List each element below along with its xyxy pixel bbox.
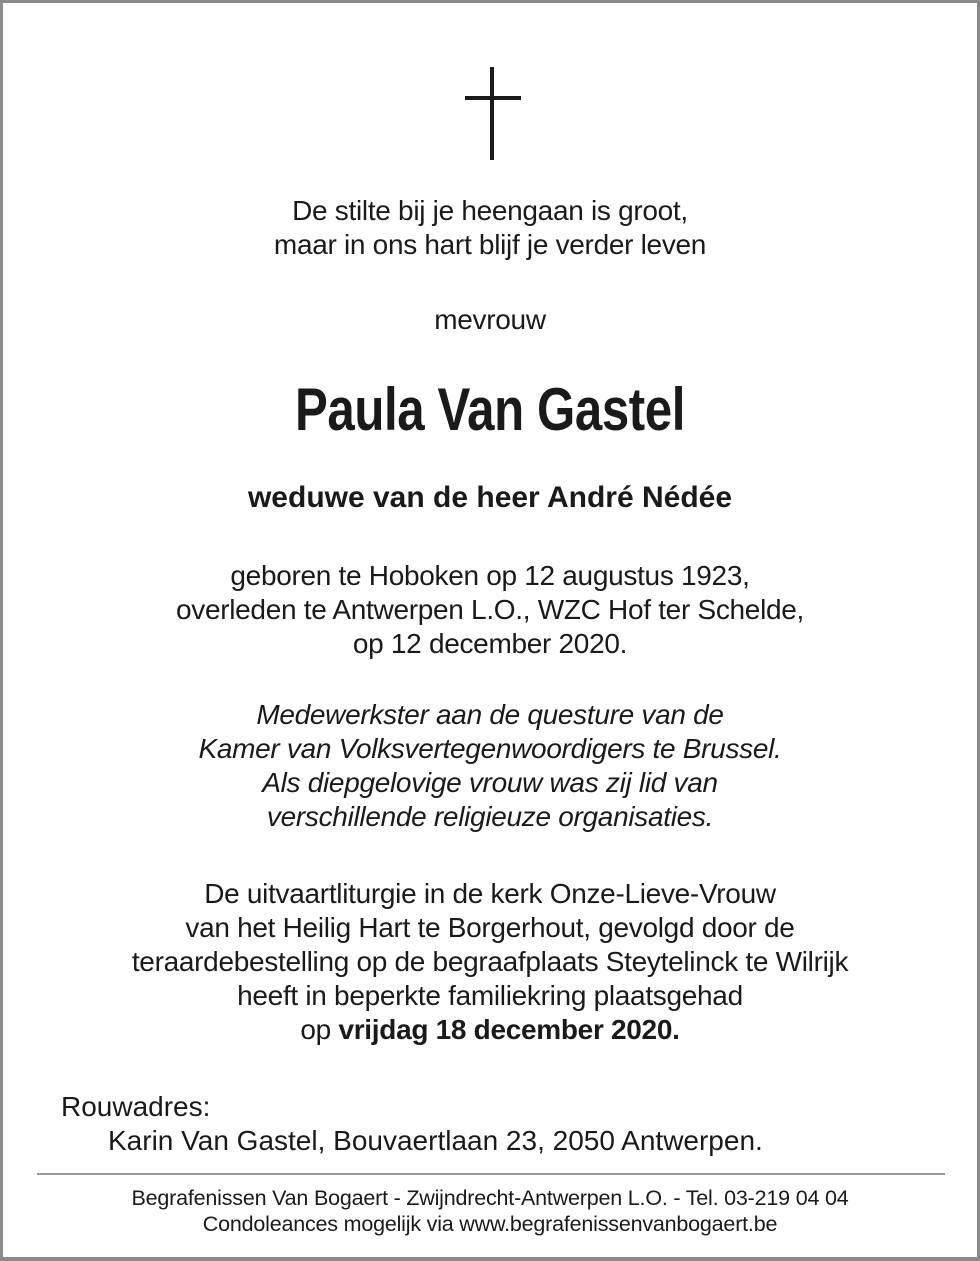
funeral-date-line xyxy=(3,1013,977,1047)
bio-line: verschillende religieuze organisaties. xyxy=(266,801,714,832)
dates-line: geboren te Hoboken op 12 augustus 1923, xyxy=(230,560,750,591)
divider xyxy=(37,1173,945,1175)
funeral-line: De uitvaartliturgie in de kerk Onze-Lieve-Vrouw xyxy=(204,878,776,909)
funeral-line: teraardebestelling op de begraafplaats Steytelinck te Wilrijk xyxy=(131,946,849,977)
cross-icon-bar xyxy=(465,96,521,100)
dates xyxy=(3,559,977,661)
funeral-line: van het Heilig Hart te Borgerhout, gevolgd door de xyxy=(185,912,795,943)
cross-icon xyxy=(490,67,494,160)
verse-line: maar in ons hart blijf je verder leven xyxy=(273,229,707,260)
address-label: Rouwadres: xyxy=(61,1091,211,1122)
address: Karin Van Gastel, Bouvaertlaan 23, 2050 Antwerpen. xyxy=(108,1125,763,1156)
biography xyxy=(3,698,977,834)
dates-line: op 12 december 2020. xyxy=(352,628,628,659)
bio-line: Kamer van Volksvertegenwoordigers te Brussel. xyxy=(198,733,782,764)
bio-line: Als diepgelovige vrouw was zij lid van xyxy=(262,767,718,798)
funeral-date-prefix: op xyxy=(300,1014,331,1045)
funeral-date: vrijdag 18 december 2020. xyxy=(338,1014,680,1045)
verse-line: De stilte bij je heengaan is groot, xyxy=(292,195,688,226)
title-prefix: mevrouw xyxy=(434,304,546,335)
footer-line: Begrafenissen Van Bogaert - Zwijndrecht-Antwerpen L.O. - Tel. 03-219 04 04 xyxy=(131,1186,849,1210)
funeral-line: heeft in beperkte familiekring plaatsgehad xyxy=(237,980,743,1011)
footer-line: Condoleances mogelijk via www.begrafenissenvanbogaert.be xyxy=(202,1212,778,1236)
bio-line: Medewerkster aan de questure van de xyxy=(256,699,724,730)
dates-line: overleden te Antwerpen L.O., WZC Hof ter Schelde, xyxy=(175,594,805,625)
deceased-name: Paula Van Gastel xyxy=(295,376,685,443)
funeral-info xyxy=(3,877,977,1047)
footer xyxy=(3,1185,977,1237)
subtitle: weduwe van de heer André Nédée xyxy=(247,481,733,514)
verse xyxy=(3,194,977,262)
